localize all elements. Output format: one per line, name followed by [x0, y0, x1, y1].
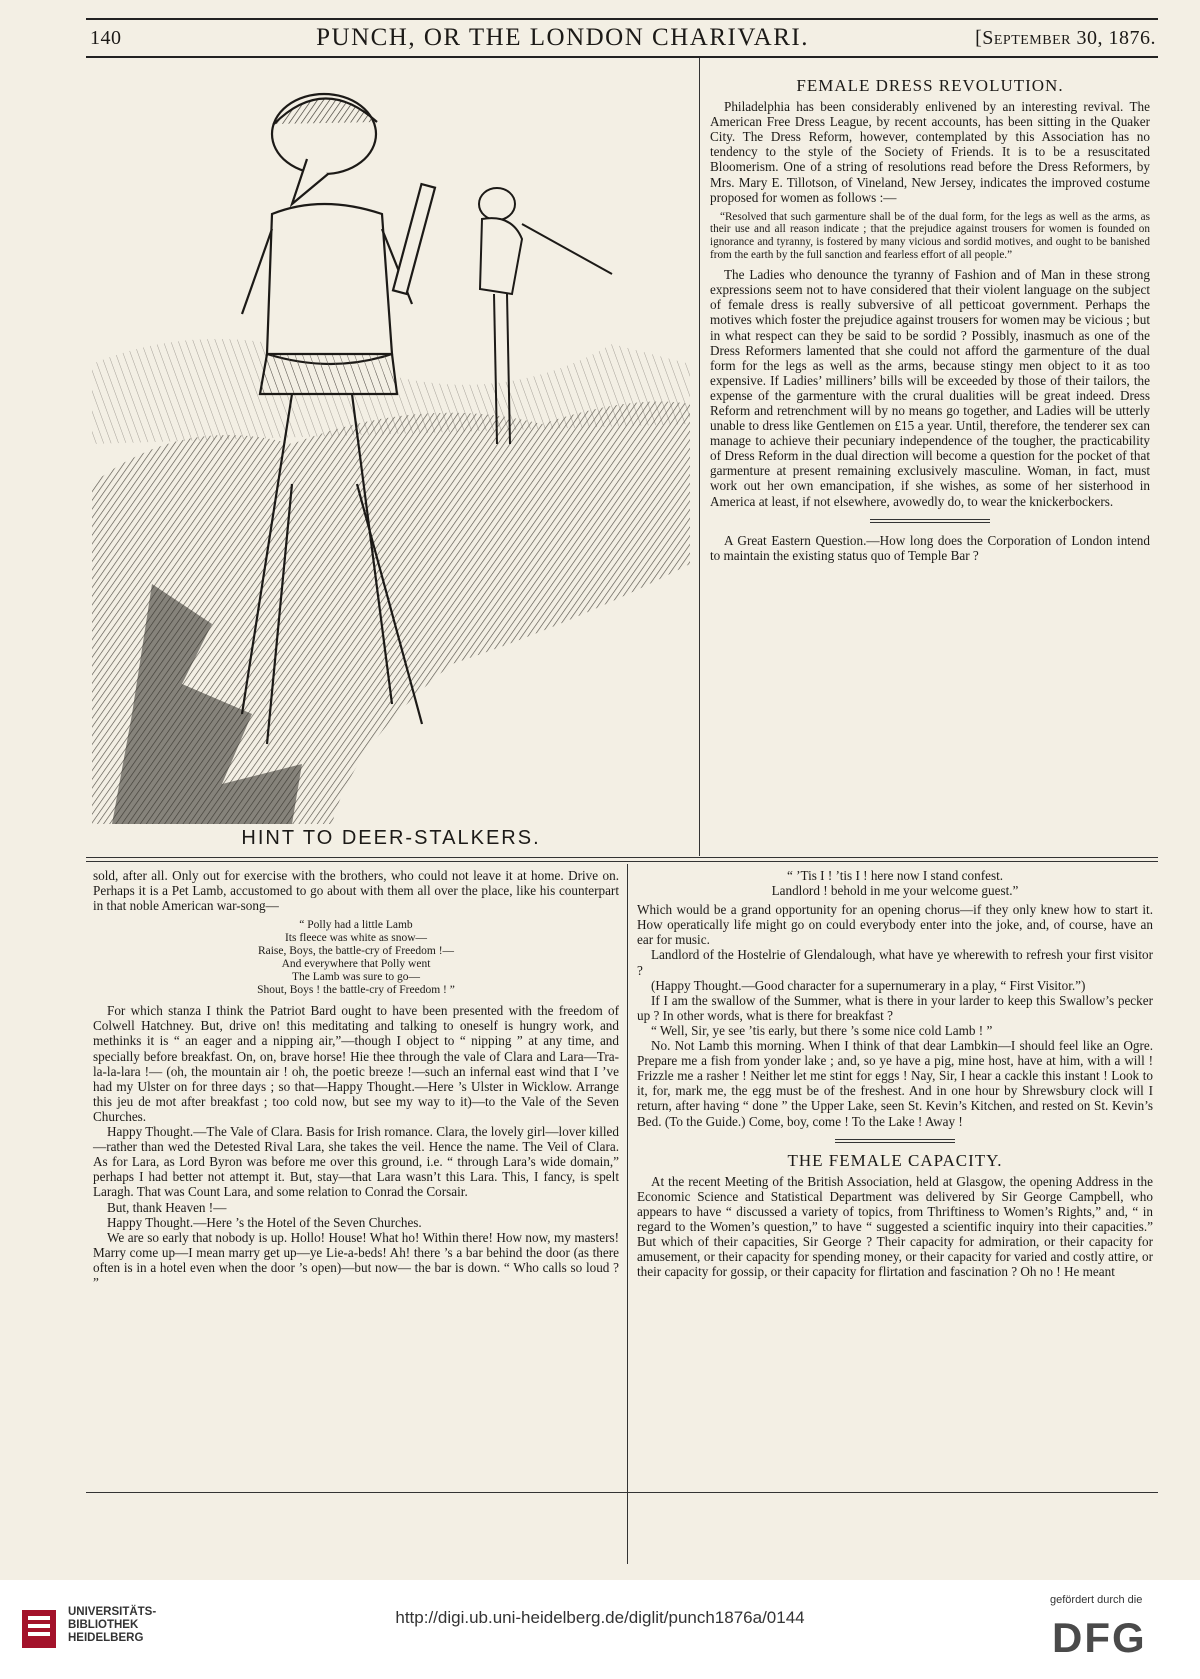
article-title: FEMALE DRESS REVOLUTION. — [796, 76, 1064, 95]
article-paragraph: Landlord of the Hostelrie of Glendalough, what have ye wherewith to refresh your first visitor ? — [637, 947, 1153, 978]
column-divider-lower — [627, 864, 628, 1564]
verse-line: The Lamb was sure to go— — [291, 971, 421, 984]
article-paragraph: No. Not Lamb this morning. When I think of that dear Lambkin—I should feel like an Ogre. Prepare me a fish from yonder lake ; and, so ye have a pig, mine host, have at him, with a will ! Frizzle me a rasher ! Neither let me stint for eggs ! Nay, Sir, I hear a cackle this instant ! Look to it, for, mark me, the egg must be of the freshest. And in one hour by Shrewsbury clock will I return, after having “ done ” the Upper Lake, seen St. Kevin’s Kitchen, and rested on St. Kevin’s Bed. (To the Guide.) Come, boy, come ! To the Lake ! Away ! — [637, 1038, 1153, 1129]
verse-line: Landlord ! behold in me your welcome guest.” — [771, 883, 1019, 899]
article-paragraph: At the recent Meeting of the British Association, held at Glasgow, the opening Address in the Economic Science and Statistical Department was delivered by Sir George Campbell, who appears to have “ discussed a variety of topics, from Thriftiness to Women’s Rights,” and, “ in regard to the Women’s question,” to have “ suggested a scientific inquiry into their capacities.” But which of their capacities, Sir George ? Their capacity for admiration, or their capacity for amusement, or their capacity for spending money, or their capacity for varied and costly attire, or their capacity for gossip, or their capacity for flirtation and fascination ? Oh no ! He meant — [637, 1173, 1153, 1280]
top-rule — [86, 18, 1158, 20]
double-rule — [835, 1139, 955, 1143]
article-continued-right — [637, 868, 1153, 1279]
page-header — [90, 22, 1156, 54]
page-number: 140 — [90, 26, 122, 49]
article-paragraph: Happy Thought.—Here ’s the Hotel of the Seven Churches. — [107, 1214, 422, 1230]
section-divider-2 — [86, 861, 1158, 862]
digitization-footer — [0, 1580, 1200, 1679]
article-paragraph: “ Well, Sir, ye see ’tis early, but there ’s some nice cold Lamb ! ” — [651, 1022, 993, 1038]
funding-label: gefördert durch die — [1050, 1594, 1143, 1606]
institution-name: UNIVERSITÄTS- BIBLIOTHEK HEIDELBERG — [68, 1606, 157, 1644]
university-library-logo-icon — [16, 1604, 62, 1654]
verse-line: And everywhere that Polly went — [281, 958, 431, 971]
cartoon-illustration — [92, 64, 690, 824]
article-paragraph: Which would be a grand opportunity for an opening chorus—if they only knew how to start it. How operatically life might go on could everybody enter into the joke, and, of course, have an ear for music. — [637, 902, 1153, 948]
article-paragraph: But, thank Heaven !— — [107, 1199, 227, 1215]
verse-line: Shout, Boys ! the battle-cry of Freedom ! ” — [257, 984, 455, 997]
dfg-logo: DFG — [1052, 1614, 1147, 1661]
article-title: THE FEMALE CAPACITY. — [787, 1150, 1003, 1170]
article-continued-left — [93, 868, 619, 1290]
article-paragraph: Happy Thought.—The Vale of Clara. Basis for Irish romance. Clara, the lovely girl—lover killed—rather than wed the Detested Rival Lara, she takes the veil. Hence the name. The Veil of Clara. As for Lara, as Lord Byron was before me over this ground, i.e. “ through Lara’s wide domain,” perhaps I had better not attempt it. But, stay—that Lara wasn’t this Lara. This, I fancy, is spelt Laragh. That was Count Lara, and some relation to Conrad the Corsair. — [93, 1124, 619, 1200]
permalink-url[interactable]: http://digi.ub.uni-heidelberg.de/diglit/punch1876a/0144 — [395, 1608, 805, 1627]
article-paragraph: If I am the swallow of the Summer, what is there in your larder to keep this Swallow’s pecker up ? In other words, what is there for breakfast ? — [637, 992, 1153, 1023]
article-paragraph: Philadelphia has been considerably enlivened by an interesting revival. The American Free Dress League, by recent accounts, has been sitting in the Quaker City. The Dress Reform, however, contemplated by this Association has no tendency to the style of the Society of Friends. It is to be a resuscitated Bloomerism. One of a string of resolutions read before the Dress Reformers, by Mrs. Mary E. Tillotson, of Vineland, New Jersey, indicates the improved costume proposed for women as follows :— — [710, 99, 1150, 205]
verse-line: “ ’Tis I ! ’tis I ! here now I stand confest. — [786, 868, 1004, 883]
article-paragraph: For which stanza I think the Patriot Bard ought to have been presented with the freedom of Colwell Hatchney. But, drive on! this meditating and talking to oneself is hungry work, and methinks it is “ an eager and a nipping air,”—though I object to “ nipping ” at any time, and specially before breakfast. On, on, brave horse! Hie thee through the vale of Clara and Lara—Tra-la-la-lara !— (oh, the mountain air ! oh, the poetic breeze !—such an infernal east wind that I ’ve had my Ulster on for three days ; so that—Happy Thought.—Here ’s Ulster in Wicklow. Arrange this jeu de mot after breakfast ; too cold now, but see my way to it)—to the Vale of the Seven Churches. — [93, 1003, 619, 1124]
issue-date: [September 30, 1876. — [975, 26, 1156, 49]
verse-stanza — [93, 919, 619, 997]
great-eastern-question: A Great Eastern Question.—How long does the Corporation of London intend to maintain the existing status quo of Temple Bar ? — [710, 532, 1150, 563]
article-quote: “Resolved that such garmenture shall be of the dual form, for the legs as well as the arms, as their use and all reason indicate ; that the prejudice against trousers for women is founded on ignorance and tyranny, is fostered by many vicious and sordid motives, and ought to be banished from the earth by the full sanction and fearless effort of all people.” — [710, 210, 1150, 261]
header-rule — [86, 56, 1158, 58]
illustration-caption: HINT TO DEER-STALKERS. — [241, 827, 541, 849]
column-divider-upper — [699, 58, 700, 856]
article-paragraph: We are so early that nobody is up. Hollo! House! What ho! Within there! How now, my masters! Marry come up—I mean marry get up—ye Lie-a-beds! Ah! there ’s a bar behind the door (as there often is in a hotel even when the door ’s open)—but now— the bar is down. “ Who calls so loud ? ” — [93, 1229, 619, 1290]
masthead: PUNCH, OR THE LONDON CHARIVARI. — [316, 24, 809, 51]
article-paragraph: The Ladies who denounce the tyranny of Fashion and of Man in these strong expressions seem not to have considered that their violent language on the subject of female dress is really subversive of all petticoat government. Perhaps the motives which foster the prejudice against trousers for women may be vicious ; but in what respect can they be said to be sordid ? Possibly, inasmuch as one of the Dress Reformers lamented that she could not afford the garmenture of the dual form for the legs as well as the arms, because stingy men object to it as too expensive. If Ladies’ milliners’ bills will be exceeded by those of their tailors, the expense of the garmenture with the crural dualities will be great indeed. Dress Reform and retrenchment will by no means go together, and Ladies will be utterly unable to dress like Gentlemen on £15 a year. Until, therefore, the tenderer sex can manage to achieve their pecuniary independence of the tougher, the practicability of Dress Reform in the dual direction will become a question for the pocket of that garmenture at present remaining exclusively masculine. Woman, in fact, must work out her own emancipation, if she wishes, as some of her sisterhood in America at least, if not elsewhere, avowedly do, to wear the knickerbockers. — [710, 267, 1150, 509]
article-female-dress-revolution — [710, 76, 1150, 563]
bottom-rule — [86, 1492, 1158, 1493]
section-divider — [86, 857, 1158, 858]
double-rule — [870, 519, 990, 523]
article-paragraph: sold, after all. Only out for exercise with the brothers, who could not leave it at home. Drive on. Perhaps it is a Pet Lamb, accustomed to go about with them all over the place, like his counterpart in that noble American war-song— — [93, 868, 619, 914]
verse-line: Raise, Boys, the battle-cry of Freedom !— — [257, 945, 455, 958]
verse-line: Its fleece was white as snow— — [284, 932, 428, 945]
article-paragraph: (Happy Thought.—Good character for a supernumerary in a play, “ First Visitor.”) — [651, 977, 1086, 993]
verse-line: “ Polly had a little Lamb — [299, 919, 413, 932]
